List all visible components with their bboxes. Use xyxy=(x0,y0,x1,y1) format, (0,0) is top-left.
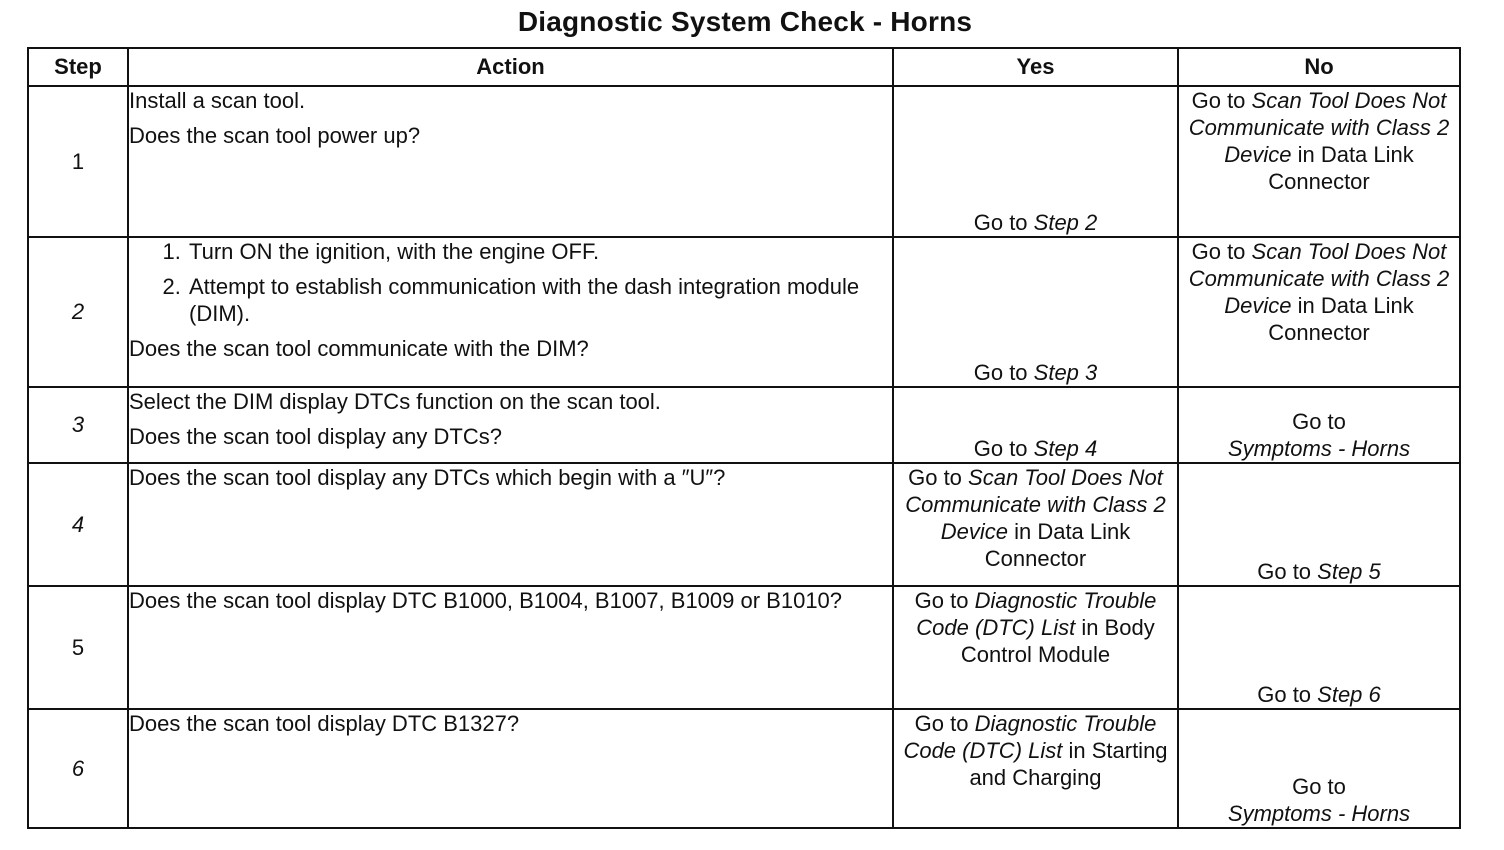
action-question: Does the scan tool display any DTCs which begin with a ″U″? xyxy=(129,465,726,490)
action-question: Does the scan tool display DTC B1000, B1004, B1007, B1009 or B1010? xyxy=(129,588,843,613)
list-item: 1. Turn ON the ignition, with the engine OFF. xyxy=(187,238,892,265)
reference-link[interactable]: Step 6 xyxy=(1317,682,1381,707)
column-header-no: No xyxy=(1178,48,1460,86)
action-cell xyxy=(128,237,893,387)
no-cell: Go to Step 5 xyxy=(1178,463,1460,586)
column-header-yes: Yes xyxy=(893,48,1178,86)
no-cell: Go to Symptoms - Horns xyxy=(1178,387,1460,463)
table-header-row xyxy=(28,48,1460,86)
step-number: 1 xyxy=(28,86,128,237)
action-cell xyxy=(128,86,893,237)
yes-cell: Go to Step 2 xyxy=(893,86,1178,237)
step-number: 5 xyxy=(28,586,128,709)
action-question: Does the scan tool power up? xyxy=(129,123,421,148)
reference-link[interactable]: Diagnostic Trouble Code (DTC) List xyxy=(916,588,1157,640)
no-cell: Go to Scan Tool Does Not Communicate with Class 2 Device in Data Link Connector xyxy=(1178,86,1460,237)
action-text: Select the DIM display DTCs function on the scan tool. xyxy=(129,389,661,414)
yes-cell: Go to Step 3 xyxy=(893,237,1178,387)
action-cell xyxy=(128,709,893,828)
reference-link[interactable]: Symptoms - Horns xyxy=(1227,801,1411,826)
step-number: 4 xyxy=(28,463,128,586)
table-row xyxy=(28,586,1460,709)
reference-link[interactable]: Scan Tool Does Not Communicate with Class 2 Device xyxy=(905,465,1166,544)
yes-cell: Go to Diagnostic Trouble Code (DTC) List in Body Control Module xyxy=(893,586,1178,709)
action-cell xyxy=(128,463,893,586)
reference-link[interactable]: Step 4 xyxy=(1033,436,1098,461)
action-question: Does the scan tool display DTC B1327? xyxy=(129,711,520,736)
table-row xyxy=(28,237,1460,387)
action-question: Does the scan tool display any DTCs? xyxy=(129,424,502,449)
yes-cell: Go to Diagnostic Trouble Code (DTC) List in Starting and Charging xyxy=(893,709,1178,828)
action-text: Install a scan tool. xyxy=(129,88,306,113)
table-row xyxy=(28,387,1460,463)
step-number: 6 xyxy=(28,709,128,828)
page-title: Diagnostic System Check - Horns xyxy=(517,6,973,37)
column-header-step: Step xyxy=(28,48,128,86)
reference-link[interactable]: Scan Tool Does Not Communicate with Class 2 Device xyxy=(1188,239,1450,318)
action-cell xyxy=(128,387,893,463)
reference-link[interactable]: Symptoms - Horns xyxy=(1227,436,1411,461)
list-item: 2. Attempt to establish communication with the dash integration module (DIM). xyxy=(187,273,892,327)
step-number: 2 xyxy=(28,237,128,387)
column-header-action: Action xyxy=(128,48,893,86)
reference-link[interactable]: Diagnostic Trouble Code (DTC) List xyxy=(903,711,1157,763)
reference-link[interactable]: Scan Tool Does Not Communicate with Class 2 Device xyxy=(1188,88,1450,167)
reference-link[interactable]: Step 3 xyxy=(1033,360,1098,385)
reference-link[interactable]: Step 2 xyxy=(1033,210,1098,235)
no-cell: Go to Scan Tool Does Not Communicate with Class 2 Device in Data Link Connector xyxy=(1178,237,1460,387)
table-row xyxy=(28,86,1460,237)
action-question: Does the scan tool communicate with the DIM? xyxy=(129,336,589,361)
reference-link[interactable]: Step 5 xyxy=(1317,559,1381,584)
diagnostic-table xyxy=(27,47,1461,829)
table-row xyxy=(28,709,1460,828)
yes-cell: Go to Scan Tool Does Not Communicate with Class 2 Device in Data Link Connector xyxy=(893,463,1178,586)
action-steps-list xyxy=(129,238,892,327)
yes-cell: Go to Step 4 xyxy=(893,387,1178,463)
action-cell xyxy=(128,586,893,709)
no-cell: Go to Symptoms - Horns xyxy=(1178,709,1460,828)
step-number: 3 xyxy=(28,387,128,463)
no-cell: Go to Step 6 xyxy=(1178,586,1460,709)
table-row xyxy=(28,463,1460,586)
